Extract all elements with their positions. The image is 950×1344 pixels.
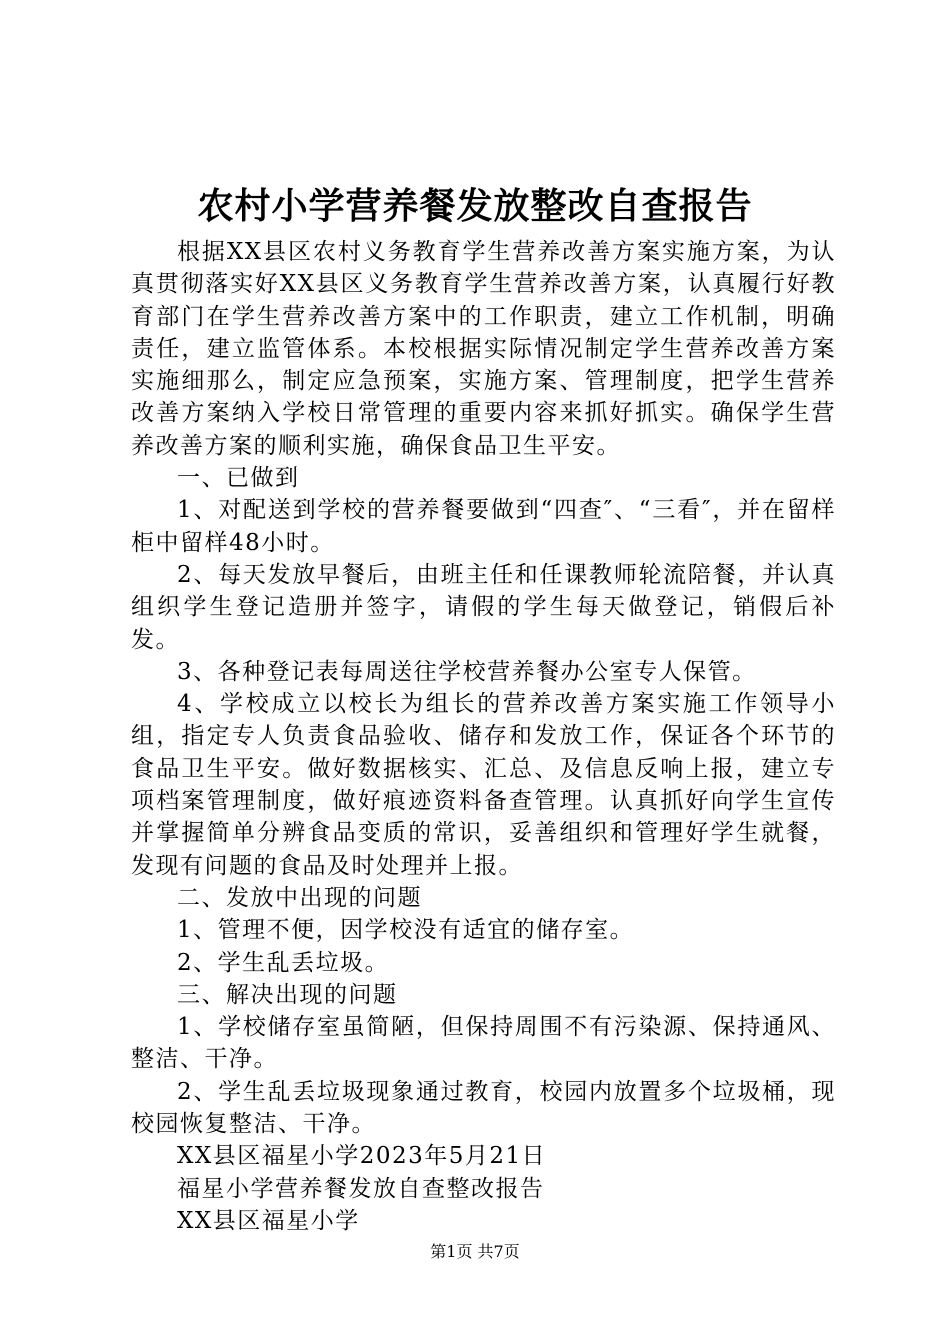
paragraph-done-1: 1、对配送到学校的营养餐要做到“四查″、“三看″，并在留样柜中留样48小时。: [131, 497, 836, 556]
page-footer: 第1页 共7页: [430, 1242, 520, 1261]
signature-date: XX县区福星小学2023年5月21日: [177, 1143, 547, 1170]
subtitle-line: 福星小学营养餐发放自查整改报告: [177, 1175, 545, 1202]
paragraph-done-4: 4、学校成立以校长为组长的营养改善方案实施工作领导小组，指定专人负责食品验收、储存和发放工作，保证各个环节的食品卫生平安。做好数据核实、汇总、及信息反响上报，建立专项档案管理制度，做好痕迹资料备查管理。认真抓好向学生宣传并掌握简单分辨食品变质的常识，妥善组织和管理好学生就餐，发现有问题的食品及时处理并上报。: [131, 691, 836, 879]
paragraph-solution-2: 2、学生乱丢垃圾现象通过教育，校园内放置多个垃圾桶，现校园恢复整洁、干净。: [131, 1078, 836, 1138]
paragraph-done-3: 3、各种登记表每周送往学校营养餐办公室专人保管。: [177, 658, 757, 685]
paragraph-problem-2: 2、学生乱丢垃圾。: [177, 949, 390, 976]
paragraph-solution-1: 1、学校储存室虽简陋，但保持周围不有污染源、保持通风、整洁、干净。: [131, 1014, 836, 1073]
paragraph-problem-1: 1、管理不便，因学校没有适宜的储存室。: [177, 917, 635, 944]
section-heading-problems: 二、发放中出现的问题: [177, 884, 422, 911]
document-title: 农村小学营养餐发放整改自查报告: [197, 185, 753, 227]
paragraph-done-2: 2、每天发放早餐后，由班主任和任课教师轮流陪餐，并认真组织学生登记造册并签字，请假的学生每天做登记，销假后补发。: [131, 561, 836, 653]
school-name: XX县区福星小学: [177, 1207, 360, 1234]
document-body: [131, 236, 836, 1237]
section-heading-solutions: 三、解决出现的问题: [177, 981, 398, 1008]
section-heading-done: 一、已做到: [177, 465, 300, 492]
paragraph-intro: 根据XX县区农村义务教育学生营养改善方案实施方案，为认真贯彻落实好XX县区义务教育学生营养改善方案，认真履行好教育部门在学生营养改善方案中的工作职责，建立工作机制，明确责任，建立监管体系。本校根据实际情况制定学生营养改善方案实施细那么，制定应急预案，实施方案、管理制度，把学生营养改善方案纳入学校日常管理的重要内容来抓好抓实。确保学生营养改善方案的顺利实施，确保食品卫生平安。: [131, 239, 836, 459]
